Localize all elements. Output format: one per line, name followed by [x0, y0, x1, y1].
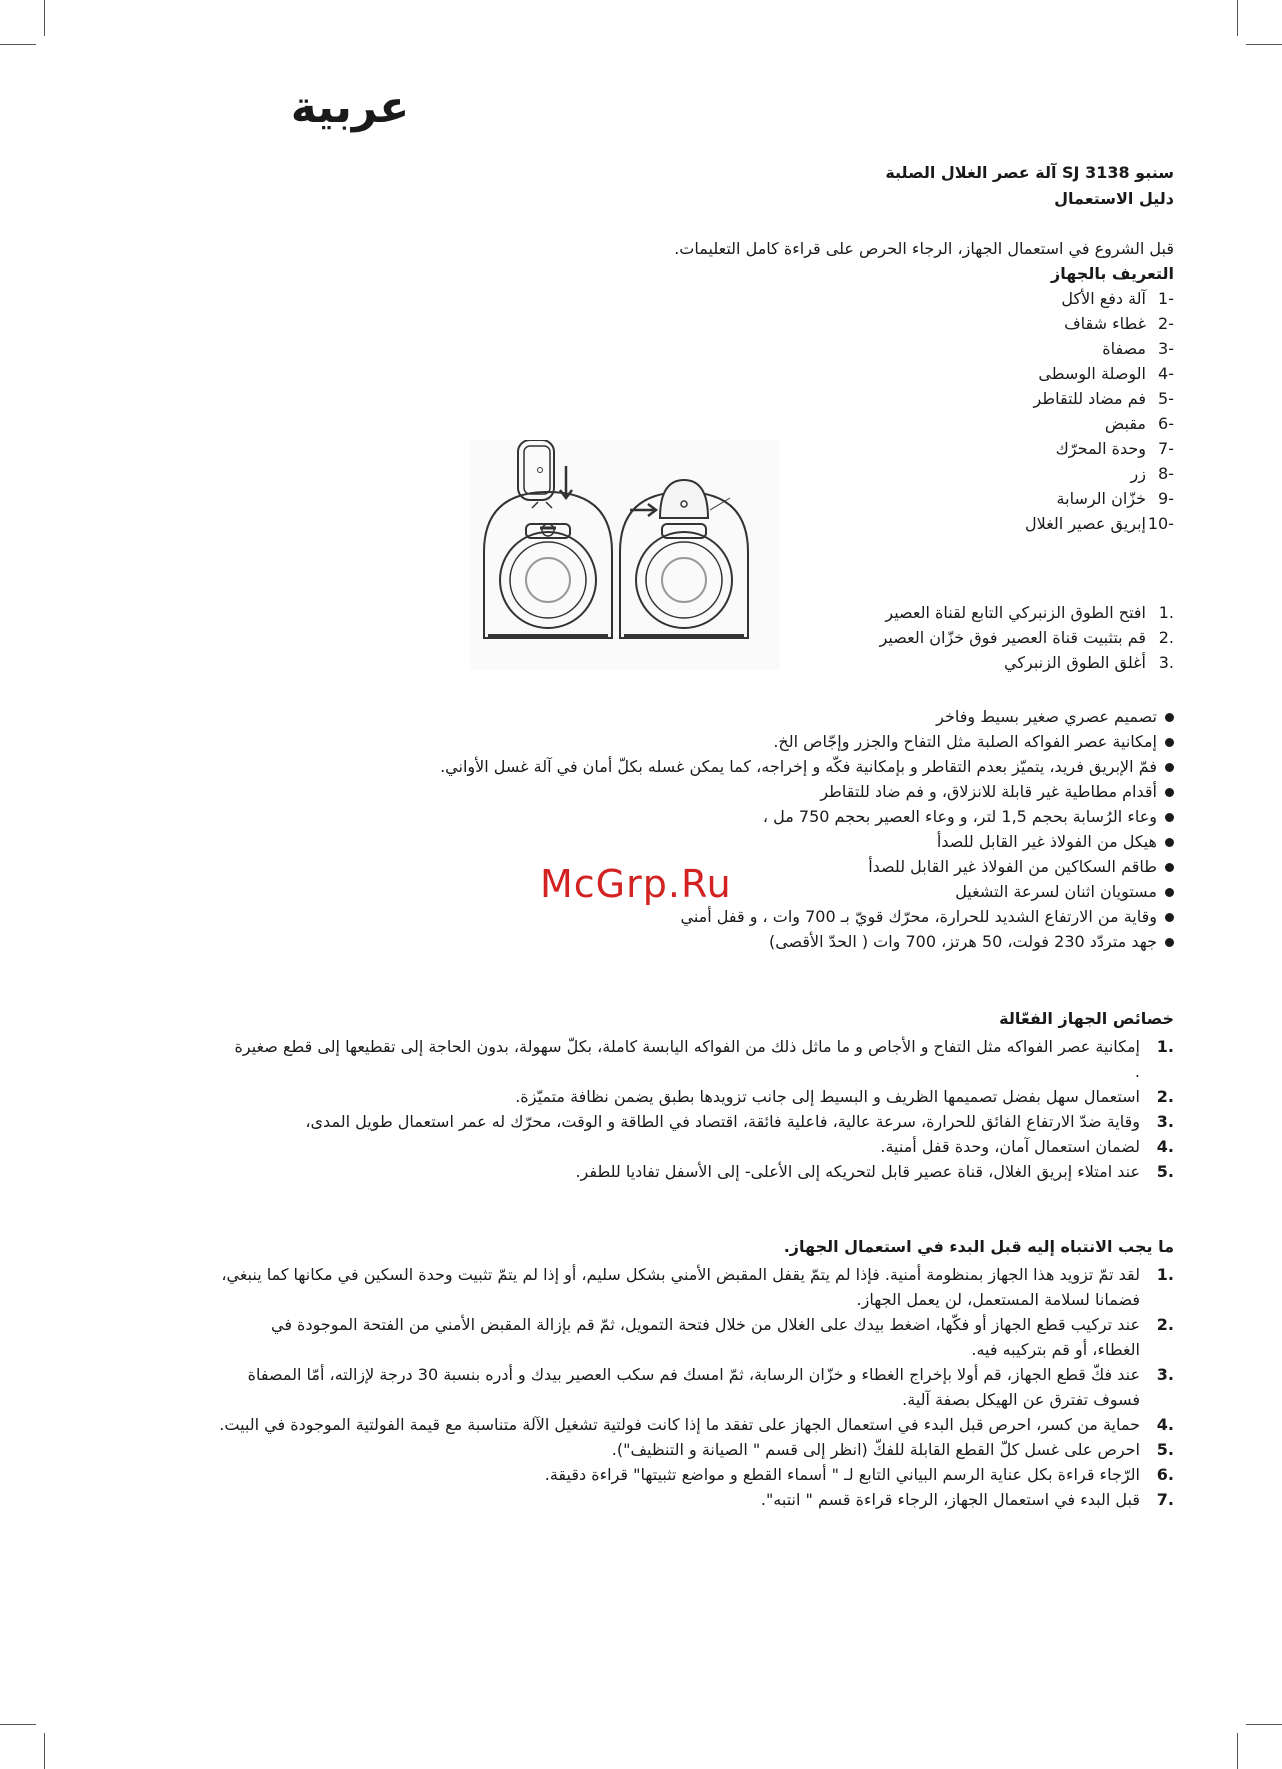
list-item [235, 1134, 1174, 1159]
item-text: وعاء الرُسابة بحجم 1,5 لتر، و وعاء العصير بحجم 750 مل ، [762, 807, 1157, 826]
item-number: -2 [1158, 314, 1174, 333]
bullet-icon [1165, 838, 1174, 847]
item-text: لقد تمّ تزويد هذا الجهاز بمنظومة أمنية. فإذا لم يتمّ يقفل المقبض الأمني بشكل سليم، أو إذا لم يتمّ تثبيت وحدة السكين في مكانها كما ينبغي، [221, 1265, 1140, 1284]
list-item [219, 1362, 1174, 1387]
item-number: -7 [1158, 439, 1174, 458]
item-text: وقاية ضدّ الارتفاع الفائق للحرارة، سرعة عالية، فاعلية فائقة، اقتصاد في الطاقة و الوقت، محرّك له عمر استعمال طويل المدى، [305, 1112, 1140, 1131]
item-text: طاقم السكاكين من الفولاذ غير القابل للصدأ [868, 857, 1157, 876]
item-text: مصفاة [1102, 339, 1146, 358]
crop-mark [1246, 44, 1282, 45]
item-text: عند امتلاء إبريق الغلال، قناة عصير قابل لتحريكه إلى الأعلى- إلى الأسفل تفاديا للطفر. [575, 1162, 1140, 1181]
list-item [674, 311, 1174, 336]
list-item-continuation [219, 1337, 1174, 1362]
parts-title: التعريف بالجهاز [1051, 264, 1174, 283]
list-item [235, 1159, 1174, 1184]
list-item [440, 829, 1174, 854]
item-number: .4 [1156, 1415, 1174, 1434]
list-item [219, 1462, 1174, 1487]
item-number: .4 [1156, 1137, 1174, 1156]
crop-mark [44, 1733, 45, 1769]
item-text: إمكانية عصر الفواكه الصلبة مثل التفاح والجزر وإجّاص الخ. [773, 732, 1157, 751]
item-text: إمكانية عصر الفواكه مثل التفاح و الأجاص و ما ماثل ذلك من الفواكه اليابسة كاملة، بكلّ سهولة، بدون الحاجة إلى تقطيعها إلى قطع صغيرة [234, 1037, 1140, 1056]
list-item [219, 1487, 1174, 1512]
watermark: McGrp.Ru [540, 862, 732, 906]
item-text: مستويان اثنان لسرعة التشغيل [955, 882, 1157, 901]
item-text: عند فكّ قطع الجهاز، قم أولا بإخراج الغطاء و خزّان الرسابة، ثمّ امسك فم سكب العصير بيدك و أدره بنسبة 30 درجة لإزالته، أمّا المصفاة [247, 1365, 1140, 1384]
item-text: فسوف تفترق عن الهيكل بصفة آلية. [902, 1390, 1140, 1409]
bullet-icon [1165, 913, 1174, 922]
item-text: وقاية من الارتفاع الشديد للحرارة، محرّك قويّ بـ 700 وات ، و قفل أمني [680, 907, 1157, 926]
list-item [219, 1262, 1174, 1287]
item-text: قم بتثبيت قناة العصير فوق خزّان العصير [879, 628, 1146, 647]
item-text: فضمانا لسلامة المستعمل، لن يعمل الجهاز. [856, 1290, 1140, 1309]
crop-mark [44, 0, 45, 36]
list-item [674, 361, 1174, 386]
item-text: الرّجاء قراءة بكل عناية الرسم البياني التابع لـ " أسماء القطع و مواضع تثبيتها" قراءة دقيقة. [544, 1465, 1140, 1484]
list-item [235, 1109, 1174, 1134]
list-item [235, 1034, 1174, 1059]
item-number: .2 [1156, 1087, 1174, 1106]
item-text: زر [1130, 464, 1146, 483]
list-item [440, 804, 1174, 829]
list-item [674, 336, 1174, 361]
item-number: .3 [1156, 1112, 1174, 1131]
section-precautions [219, 1232, 1174, 1512]
item-text: فم مضاد للتقاطر [1033, 389, 1146, 408]
section-efficiency [235, 1004, 1174, 1184]
list-item [219, 1437, 1174, 1462]
item-text: أقدام مطاطية غير قابلة للانزلاق، و فم ضاد للتقاطر [820, 782, 1157, 801]
item-number: -1 [1158, 289, 1174, 308]
item-text: حماية من كسر، احرص قبل البدء في استعمال الجهاز على تفقد ما إذا كانت فولتية تشغيل الآلة متناسبة مع قيمة الفولتية الموجودة في البيت. [219, 1415, 1140, 1434]
item-text: قبل البدء في استعمال الجهاز، الرجاء قراءة قسم " انتبه". [760, 1490, 1140, 1509]
item-text: افتح الطوق الزنبركي التابع لقناة العصير [885, 603, 1146, 622]
bullet-icon [1165, 788, 1174, 797]
bullet-icon [1165, 763, 1174, 772]
item-number: .1 [1156, 1037, 1174, 1056]
item-number: -10 [1147, 514, 1174, 533]
product-title: سنبو SJ 3138 آلة عصر الغلال الصلبة [885, 163, 1174, 182]
list-item [440, 904, 1174, 929]
item-text: إبريق عصير الغلال [1025, 514, 1146, 533]
item-text: أغلق الطوق الزنبركي [1004, 653, 1146, 672]
manual-title: دليل الاستعمال [1054, 189, 1174, 208]
item-text: فمّ الإبريق فريد، يتميّز بعدم التقاطر و بإمكانية فكّه و إخراجه، كما يمكن غسله بكلّ أمان في آلة غسل الأواني. [440, 757, 1157, 776]
item-number: .7 [1156, 1490, 1174, 1509]
bullet-icon [1165, 938, 1174, 947]
list-item [440, 929, 1174, 954]
intro-text: قبل الشروع في استعمال الجهاز، الرجاء الحرص على قراءة كامل التعليمات. [674, 239, 1174, 258]
bullet-icon [1165, 888, 1174, 897]
list-item [674, 286, 1174, 311]
section-title: ما يجب الانتباه إليه قبل البدء في استعمال الجهاز. [783, 1237, 1174, 1256]
list-item [235, 1084, 1174, 1109]
item-text: هيكل من الفولاذ غير القابل للصدأ [936, 832, 1157, 851]
item-number: -3 [1158, 339, 1174, 358]
item-text: آلة دفع الأكل [1061, 289, 1146, 308]
item-number: .1 [1156, 1265, 1174, 1284]
crop-mark [1237, 1733, 1238, 1769]
item-text: وحدة المحرّك [1055, 439, 1146, 458]
juicer-diagram-icon [470, 440, 780, 670]
item-number: .3 [1156, 1365, 1174, 1384]
crop-mark [0, 44, 36, 45]
list-item [880, 650, 1174, 675]
numbered-list [235, 1034, 1174, 1184]
item-number: .5 [1156, 1162, 1174, 1181]
steps-list [880, 600, 1174, 675]
item-text: احرص على غسل كلّ القطع القابلة للفكّ (انظر إلى قسم " الصيانة و التنظيف"). [611, 1440, 1140, 1459]
section-title: خصائص الجهاز الفعّالة [999, 1009, 1174, 1028]
item-text: جهد متردّد 230 فولت، 50 هرتز، 700 وات ( الحدّ الأقصى) [768, 932, 1157, 951]
item-number: -8 [1158, 464, 1174, 483]
bullet-icon [1165, 813, 1174, 822]
item-number: .2 [1158, 628, 1174, 647]
features-list [440, 704, 1174, 954]
crop-mark [0, 1724, 36, 1725]
item-text: تصميم عصري صغير بسيط وفاخر [936, 707, 1157, 726]
item-text: الوصلة الوسطى [1038, 364, 1146, 383]
list-item-continuation [219, 1387, 1174, 1412]
list-item [440, 779, 1174, 804]
item-number: .3 [1158, 653, 1174, 672]
list-item [440, 754, 1174, 779]
list-item-continuation [235, 1059, 1174, 1084]
page-heading: عربية [290, 82, 410, 133]
item-text: الغطاء، أو قم بتركيبه فيه. [971, 1340, 1140, 1359]
crop-mark [1246, 1724, 1282, 1725]
title-block [885, 160, 1174, 212]
list-item [674, 411, 1174, 436]
item-number: -6 [1158, 414, 1174, 433]
item-number: .2 [1156, 1315, 1174, 1334]
item-text: مقبض [1104, 414, 1146, 433]
list-item [219, 1412, 1174, 1437]
bullet-icon [1165, 863, 1174, 872]
list-item [880, 625, 1174, 650]
crop-mark [1237, 0, 1238, 36]
item-text: عند تركيب قطع الجهاز أو فكّها، اضغط بيدك على الغلال من خلال فتحة التمويل، ثمّ قم بإزالة المقبض الأمني من الفتحة الموجودة في [270, 1315, 1140, 1334]
item-number: .1 [1158, 603, 1174, 622]
list-item-continuation [219, 1287, 1174, 1312]
list-item [674, 386, 1174, 411]
bullet-icon [1165, 738, 1174, 747]
item-text: استعمال سهل بفضل تصميمها الظريف و البسيط إلى جانب تزويدها بطبق يضمن نظافة متميّزة. [515, 1087, 1140, 1106]
item-number: .6 [1156, 1465, 1174, 1484]
item-text: غطاء شقاف [1064, 314, 1146, 333]
list-item [440, 704, 1174, 729]
item-number: -4 [1158, 364, 1174, 383]
item-text: لضمان استعمال آمان، وحدة قفل أمنية. [880, 1137, 1140, 1156]
item-number: .5 [1156, 1440, 1174, 1459]
list-item [440, 729, 1174, 754]
item-text: . [1134, 1062, 1140, 1081]
bullet-icon [1165, 713, 1174, 722]
numbered-list [219, 1262, 1174, 1512]
item-number: -9 [1158, 489, 1174, 508]
item-number: -5 [1158, 389, 1174, 408]
list-item [880, 600, 1174, 625]
item-text: خزّان الرسابة [1056, 489, 1146, 508]
list-item [219, 1312, 1174, 1337]
